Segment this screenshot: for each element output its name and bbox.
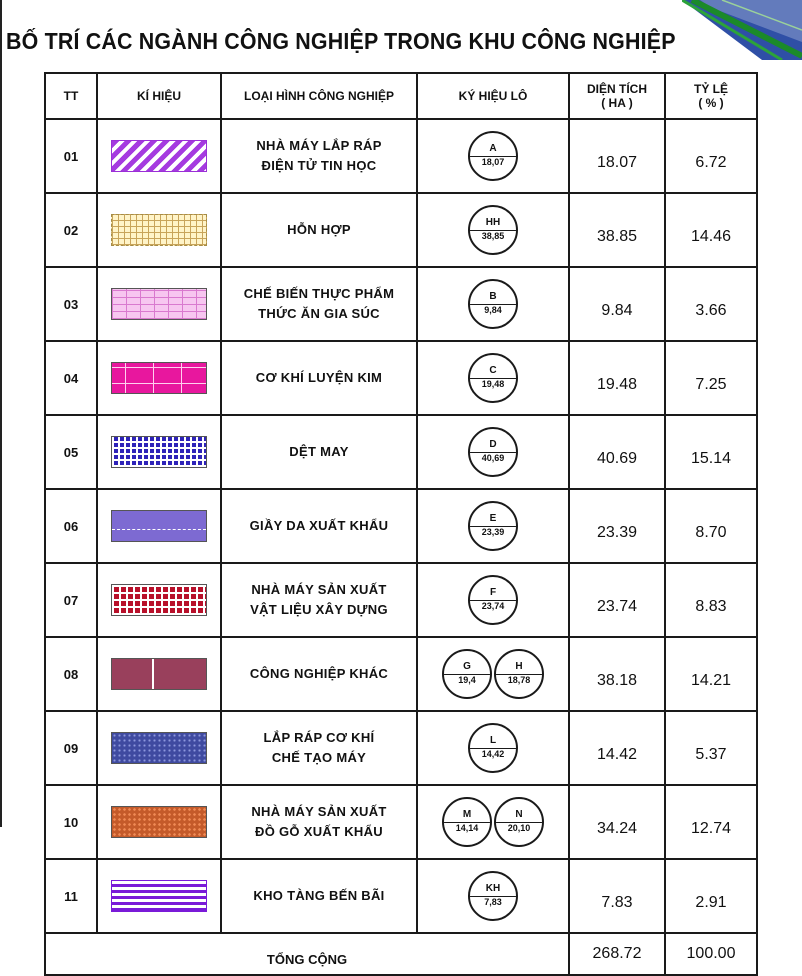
legend-swatch — [111, 140, 207, 172]
lot-symbol: H 18,78 — [494, 649, 544, 699]
symbol-cell — [97, 563, 221, 637]
lot-symbol: B 9,84 — [468, 279, 518, 329]
ratio-value: 5.37 — [665, 711, 757, 785]
area-value: 38.85 — [569, 193, 665, 267]
ratio-value: 6.72 — [665, 119, 757, 193]
legend-swatch — [111, 584, 207, 616]
area-value: 34.24 — [569, 785, 665, 859]
lot-cell — [417, 119, 569, 193]
industry-layout-table — [44, 72, 758, 976]
lot-cell — [417, 267, 569, 341]
area-value: 7.83 — [569, 859, 665, 933]
ratio-value: 2.91 — [665, 859, 757, 933]
lot-symbol: F 23,74 — [468, 575, 518, 625]
legend-swatch — [111, 288, 207, 320]
area-value: 14.42 — [569, 711, 665, 785]
area-value: 9.84 — [569, 267, 665, 341]
lot-symbol: A 18,07 — [468, 131, 518, 181]
total-label: TỔNG CỘNG — [45, 933, 569, 975]
lot-cell — [417, 637, 569, 711]
lot-symbol: E 23,39 — [468, 501, 518, 551]
total-row — [45, 933, 757, 975]
ratio-value: 8.70 — [665, 489, 757, 563]
map-corner-graphic — [682, 0, 802, 60]
table-row — [45, 341, 757, 415]
header-type: LOẠI HÌNH CÔNG NGHIỆP — [221, 73, 417, 119]
row-number: 11 — [45, 859, 97, 933]
legend-swatch — [111, 806, 207, 838]
total-area: 268.72 — [569, 933, 665, 975]
symbol-cell — [97, 489, 221, 563]
industry-type: HỖN HỢP — [221, 193, 417, 267]
lot-symbol: KH 7,83 — [468, 871, 518, 921]
industry-type: NHÀ MÁY LẮP RÁP ĐIỆN TỬ TIN HỌC — [221, 119, 417, 193]
header-ratio-unit: ( % ) — [698, 96, 724, 110]
symbol-cell — [97, 637, 221, 711]
row-number: 04 — [45, 341, 97, 415]
row-number: 10 — [45, 785, 97, 859]
table-row — [45, 489, 757, 563]
symbol-cell — [97, 415, 221, 489]
lot-cell — [417, 859, 569, 933]
row-number: 08 — [45, 637, 97, 711]
total-ratio: 100.00 — [665, 933, 757, 975]
row-number: 03 — [45, 267, 97, 341]
legend-swatch — [111, 510, 207, 542]
lot-symbol: L 14,42 — [468, 723, 518, 773]
legend-swatch — [111, 214, 207, 246]
lot-cell — [417, 711, 569, 785]
legend-swatch — [111, 658, 207, 690]
industry-type: CHẾ BIẾN THỰC PHẨM THỨC ĂN GIA SÚC — [221, 267, 417, 341]
area-value: 23.39 — [569, 489, 665, 563]
row-number: 05 — [45, 415, 97, 489]
header-tt: TT — [45, 73, 97, 119]
row-number: 06 — [45, 489, 97, 563]
symbol-cell — [97, 859, 221, 933]
legend-swatch — [111, 732, 207, 764]
table-row — [45, 637, 757, 711]
header-ratio-title: TỶ LỆ — [693, 82, 728, 96]
ratio-value: 12.74 — [665, 785, 757, 859]
lot-symbol: C 19,48 — [468, 353, 518, 403]
ratio-value: 14.46 — [665, 193, 757, 267]
lot-cell — [417, 193, 569, 267]
industry-type: CÔNG NGHIỆP KHÁC — [221, 637, 417, 711]
left-page-rule — [0, 0, 2, 827]
row-number: 07 — [45, 563, 97, 637]
lot-cell — [417, 785, 569, 859]
symbol-cell — [97, 785, 221, 859]
lot-cell — [417, 563, 569, 637]
lot-cell — [417, 489, 569, 563]
area-value: 23.74 — [569, 563, 665, 637]
industry-type: KHO TÀNG BẾN BÃI — [221, 859, 417, 933]
ratio-value: 15.14 — [665, 415, 757, 489]
lot-symbol: G 19,4 — [442, 649, 492, 699]
industry-type: DỆT MAY — [221, 415, 417, 489]
industry-type: LẮP RÁP CƠ KHÍ CHẾ TẠO MÁY — [221, 711, 417, 785]
ratio-value: 14.21 — [665, 637, 757, 711]
header-symbol: KÍ HIỆU — [97, 73, 221, 119]
table-row — [45, 267, 757, 341]
industry-type: NHÀ MÁY SẢN XUẤT VẬT LIỆU XÂY DỰNG — [221, 563, 417, 637]
page-title: BỐ TRÍ CÁC NGÀNH CÔNG NGHIỆP TRONG KHU CÔNG NGHIỆP — [6, 28, 676, 54]
area-value: 18.07 — [569, 119, 665, 193]
row-number: 09 — [45, 711, 97, 785]
legend-swatch — [111, 880, 207, 912]
table-row — [45, 415, 757, 489]
industry-type: GIẦY DA XUẤT KHẨU — [221, 489, 417, 563]
lot-cell — [417, 415, 569, 489]
area-value: 19.48 — [569, 341, 665, 415]
lot-symbol: D 40,69 — [468, 427, 518, 477]
header-lot: KÝ HIỆU LÔ — [417, 73, 569, 119]
row-number: 01 — [45, 119, 97, 193]
ratio-value: 7.25 — [665, 341, 757, 415]
symbol-cell — [97, 341, 221, 415]
ratio-value: 8.83 — [665, 563, 757, 637]
symbol-cell — [97, 119, 221, 193]
table-row — [45, 711, 757, 785]
symbol-cell — [97, 267, 221, 341]
legend-swatch — [111, 436, 207, 468]
symbol-cell — [97, 193, 221, 267]
lot-symbol: M 14,14 — [442, 797, 492, 847]
symbol-cell — [97, 711, 221, 785]
lot-cell — [417, 341, 569, 415]
header-area — [569, 73, 665, 119]
header-area-unit: ( HA ) — [601, 96, 633, 110]
area-value: 38.18 — [569, 637, 665, 711]
table-row — [45, 119, 757, 193]
table-row — [45, 193, 757, 267]
ratio-value: 3.66 — [665, 267, 757, 341]
header-ratio — [665, 73, 757, 119]
header-area-title: DIỆN TÍCH — [587, 82, 647, 96]
lot-symbol: N 20,10 — [494, 797, 544, 847]
table-row — [45, 563, 757, 637]
industry-type: NHÀ MÁY SẢN XUẤT ĐỒ GỖ XUẤT KHẨU — [221, 785, 417, 859]
table-row — [45, 859, 757, 933]
legend-swatch — [111, 362, 207, 394]
row-number: 02 — [45, 193, 97, 267]
lot-symbol: HH 38,85 — [468, 205, 518, 255]
area-value: 40.69 — [569, 415, 665, 489]
table-header-row — [45, 73, 757, 119]
industry-type: CƠ KHÍ LUYỆN KIM — [221, 341, 417, 415]
table-row — [45, 785, 757, 859]
